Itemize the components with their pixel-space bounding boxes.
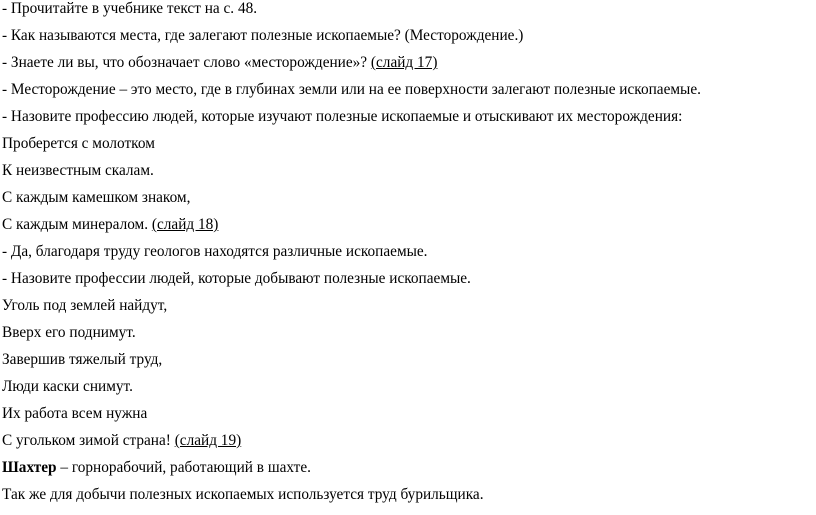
text-line: - Прочитайте в учебнике текст на с. 48. xyxy=(2,0,258,17)
definition-line: Шахтер – горнорабочий, работающий в шахте. xyxy=(2,459,311,476)
poem-line: С угольком зимой страна! (слайд 19) xyxy=(2,432,242,449)
text-line: - Да, благодаря труду геологов находятся различные ископаемые. xyxy=(2,243,428,260)
poem-line: К неизвестным скалам. xyxy=(2,162,154,179)
poem-line: Уголь под землей найдут, xyxy=(2,297,168,314)
slide-17-link[interactable]: (слайд 17) xyxy=(370,54,438,71)
slide-18-link[interactable]: (слайд 18) xyxy=(151,216,219,233)
text-line: - Назовите профессию людей, которые изучают полезные ископаемые и отыскивают их месторождения: xyxy=(2,108,683,125)
poem-line: С каждым камешком знаком, xyxy=(2,189,191,206)
text-line: - Как называются места, где залегают полезные ископаемые? (Месторождение.) xyxy=(2,27,524,44)
term-miner: Шахтер xyxy=(2,459,57,476)
text-line: Так же для добычи полезных ископаемых используется труд бурильщика. xyxy=(2,486,484,503)
poem-line: Вверх его поднимут. xyxy=(2,324,136,341)
poem-line: Их работа всем нужна xyxy=(2,405,148,422)
poem-line: Завершив тяжелый труд, xyxy=(2,351,163,368)
text-line: - Назовите профессии людей, которые добывают полезные ископаемые. xyxy=(2,270,471,287)
poem-line: С каждым минералом. (слайд 18) xyxy=(2,216,219,233)
poem-line: Проберется с молотком xyxy=(2,135,155,152)
text-line: - Знаете ли вы, что обозначает слово «месторождение»? (слайд 17) xyxy=(2,54,438,71)
poem-line: Люди каски снимут. xyxy=(2,378,133,395)
text-line: - Месторождение – это место, где в глубинах земли или на ее поверхности залегают полезные ископаемые. xyxy=(2,81,701,98)
slide-19-link[interactable]: (слайд 19) xyxy=(174,432,242,449)
